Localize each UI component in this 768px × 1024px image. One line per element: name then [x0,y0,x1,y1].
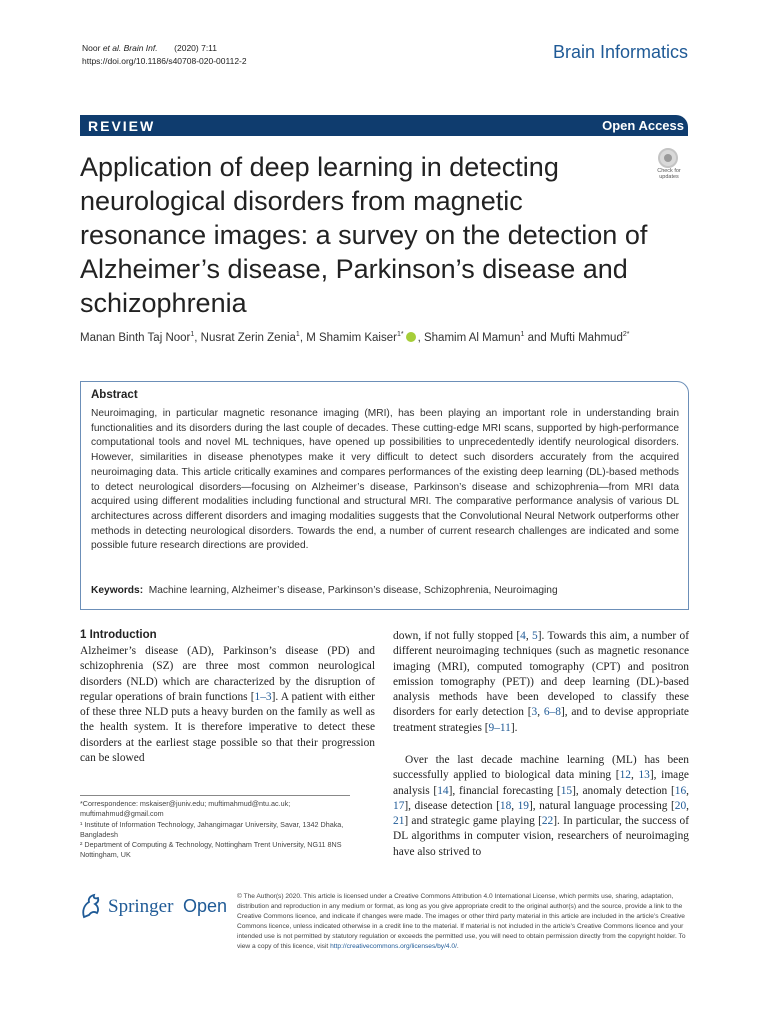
correspondence-note: *Correspondence: mskaiser@juniv.edu; muftimahmud@ntu.ac.uk; muftimahmud@gmail.com [80,799,291,819]
citation-link[interactable]: 1–3 [254,690,272,703]
check-updates-line2: updates [659,174,679,180]
affiliation-2: ² Department of Computing & Technology, Nottingham Trent University, NG11 8NS Nottingham, UK [80,840,342,860]
springer-open-logo[interactable] [80,888,230,928]
citation-link[interactable]: 14 [437,784,449,797]
body-text: ] and strategic game playing [ [404,815,542,828]
citation-link[interactable]: 17 [393,799,405,812]
author-affiliation-mark: 1 [520,331,525,338]
body-text: ]. Towards this aim, a number of different neuroimaging techniques (such as magnetic resonance imaging (MRI), computed tomography (CPT) and positron emission tomography (PET)) and deep learning (DL)-based analysis methods have been developed to classify these disorders for early detection [ [393,630,690,719]
license-text [237,892,689,951]
abstract-heading: Abstract [91,389,138,401]
article-type-label: REVIEW [88,118,156,134]
keywords-line [91,585,558,596]
affiliation-1: ¹ Institute of Information Technology, Jahangirnagar University, Savar, 1342 Dhaka, Bangladesh [80,819,344,839]
author-affiliation-mark: 1 [295,331,300,338]
brand-open: Open [183,896,228,916]
citation-link[interactable]: 9–11 [488,721,511,734]
author-name: Manan Binth Taj Noor [80,331,191,344]
license-end: . [456,942,459,950]
citation-year: (2020) 7:11 [174,43,218,53]
citation-link[interactable]: 16 [674,784,687,797]
citation-link[interactable]: 5 [532,630,538,642]
article-type-bar [80,115,688,136]
abstract-text: Neuroimaging, in particular magnetic resonance imaging (MRI), has been playing an important role in understanding brain functionalities and its disorders during the last couple of decades. These cutting-edge MRI scans, supported by high-performance computational tools and novel ML techniques, have opened up possibilities to unprecedentedly identify neurological disorders. However, similarities in disease phenotypes make it very difficult to detect such disorders accurately from the acquired neuroimaging data. This article critically examines and compares performances of the existing deep learning (DL)-based methods to detect neurological disorders—focusing on Alzheimer’s disease, Parkinson’s disease and schizophrenia—from MRI data acquired using different modalities including functional and structural MRI. The comparative performance analysis of various DL architectures across different disorders and imaging modalities suggests that the Convolutional Neural Network outperforms other methods in detecting neurological disorders. Towards the end, a number of current research challenges are indicated and some possible future research directions are provided. [91,408,679,552]
body-text: down, if not fully stopped [ [393,630,521,642]
author-name: and Mufti Mahmud [524,331,623,344]
body-text: Alzheimer’s disease (AD), Parkinson’s disease (PD) and schizophrenia (SZ) are three most common neurological disorders (NLD) which are characterized by the disruption of regular operations of brain functions [ [80,645,375,703]
abstract-box [80,381,689,610]
body-text: ], image analysis [ [393,769,689,797]
citation-link[interactable]: 20 [674,799,687,812]
citation-block [82,42,247,68]
check-updates-line1: Check for [657,168,681,174]
citation-authors: Noor [82,43,101,53]
license-body: © The Author(s) 2020. This article is licensed under a Creative Commons Attribution 4.0 International License, which permits use, sharing, adaptation, distribution and reproduction in any medium or format, as long as you give appropriate credit to the original author(s) and the source, provide a link to the Creative Commons licence, and indicate if changes were made. The images or other third party material in this article are included in the article’s Creative Commons licence, unless indicated otherwise in a credit line to the material. If material is not included in the article’s Creative Commons licence and your intended use is not permitted by statutory regulation or exceeds the permitted use, you will need to obtain permission directly from the copyright holder. To view a copy of this licence, visit [237,893,686,950]
section-heading-introduction: 1 Introduction [80,629,157,641]
body-text: ], anomaly detection [ [572,784,675,797]
citation-link[interactable]: 6–8 [543,706,561,719]
citation-link[interactable]: 15 [560,784,573,797]
author-affiliation-mark: 2* [622,331,630,338]
citation-etal: et al. Brain Inf. [102,43,158,53]
article-title: Application of deep learning in detecting neurological disorders from magnetic resonance images: a survey on the detection of Alzheimer’s disease, Parkinson’s disease and schizophrenia [80,152,648,318]
keywords-text: Machine learning, Alzheimer’s disease, Parkinson’s disease, Schizophrenia, Neuroimaging [148,585,558,596]
body-text: ], financial forecasting [ [448,784,561,797]
doi-link[interactable]: https://doi.org/10.1186/s40708-020-00112-2 [82,56,247,66]
orcid-icon[interactable] [406,332,416,342]
check-updates-icon-inner [664,154,672,162]
body-text: ], and to devise appropriate treatment strategies [ [393,706,689,734]
body-text: ], natural language processing [ [528,799,675,812]
citation-link[interactable]: 12 [619,769,631,782]
citation-link[interactable]: 22 [541,815,554,828]
journal-name: Brain Informatics [552,42,688,62]
body-text: Over the last decade machine learning (ML) has been successfully applied to biological data mining [ [393,754,689,782]
author-name: , M Shamim Kaiser [299,331,397,344]
license-link[interactable]: http://creativecommons.org/licenses/by/4.0/ [330,942,457,950]
citation-link[interactable]: 18 [499,799,512,812]
author-list [80,331,700,344]
check-updates-icon [658,148,678,168]
body-text: ]. A patient with either of these three NLD puts a heavy burden on the family as well as the health system. It is therefore imperative to detect these disorders at the earliest stage possible so that their progression can be slowed [80,690,375,765]
springer-horse-icon [80,893,104,919]
author-affiliation-mark: 1 [190,331,195,338]
footnote-divider [80,795,350,796]
citation-link[interactable]: 4 [520,630,526,642]
body-text: ], disease detection [ [404,799,500,812]
citation-link[interactable]: 19 [517,799,529,812]
brand-springer: Springer [108,896,174,917]
intro-paragraph-1-continued: down, if not fully stopped [4, 5]. Towards this aim, a number of different neuroimaging techniques (such as magnetic resonance imaging (MRI), computed tomography (CPT) and positron emission tomography (PET)) and deep learning (DL)-based analysis methods have been developed to classify these disorders for early detection [3, 6–8], and to devise appropriate treatment strategies [9–11]. [393,630,690,734]
author-name: , Shamim Al Mamun [417,331,521,344]
body-text: ]. [510,721,518,734]
open-access-label: Open Access [602,118,684,133]
citation-link[interactable]: 21 [393,815,405,828]
author-affiliation-mark: 1* [396,331,404,338]
author-name: , Nusrat Zerin Zenia [194,331,296,344]
body-text: ]. In particular, the success of DL algorithms in computer vision, researchers of neuroimaging have also strived to [393,815,689,858]
check-for-updates-badge[interactable] [649,148,689,180]
intro-paragraph-1 [80,644,375,766]
intro-paragraph-2: Over the last decade machine learning (ML) has been successfully applied to biological data mining [12, 13], image analysis [14], financial forecasting [15], anomaly detection [16, 17], disease detection [18, 19], natural language processing [20, 21] and strategic game playing [22]. In particular, the success of DL algorithms in computer vision, researchers of neuroimaging have also strived to [393,754,689,858]
citation-link[interactable]: 3 [531,706,538,719]
citation-link[interactable]: 13 [638,769,650,782]
keywords-label: Keywords: [91,585,144,596]
footnotes [80,799,370,861]
